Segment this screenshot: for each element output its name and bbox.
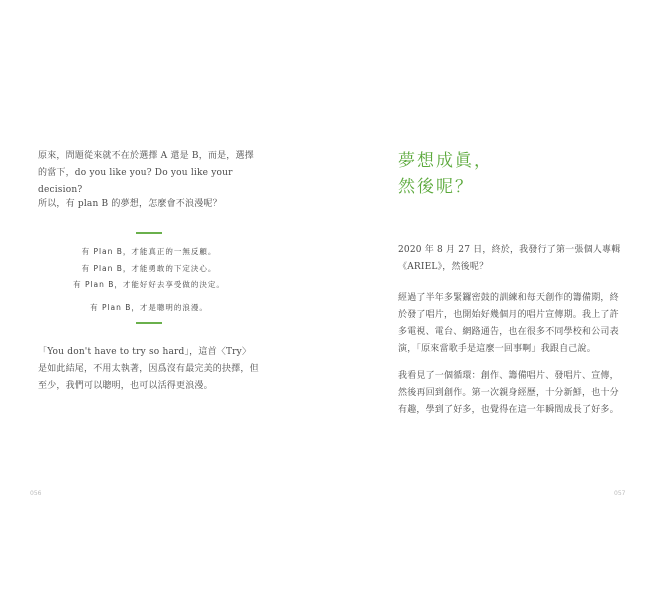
right-page-number: 057 — [614, 490, 626, 497]
chapter-title-line-2: 然後呢？ — [398, 177, 474, 197]
left-paragraph-2: 所以，有 plan B 的夢想，怎麼會不浪漫呢？ — [38, 199, 222, 209]
quote-bottom-rule — [136, 322, 162, 324]
chapter-title-line-1: 夢想成眞， — [398, 151, 493, 171]
quote-line-2: 有 Plan B，才能勇敢的下定決心。 — [81, 264, 217, 273]
quote-line-3: 有 Plan B，才能好好去享受做的決定。 — [73, 280, 225, 289]
right-page — [328, 0, 655, 609]
quote-top-rule — [136, 232, 162, 234]
right-paragraph-1: 2020 年 8 月 27 日，終於，我發行了第一張個人專輯《ARIEL》，然後呢？ — [398, 245, 621, 272]
left-paragraph-1: 原來，問題從來就不在於選擇 A 還是 B，而是，選擇的當下，do you like you? Do you like your decision? — [38, 151, 254, 195]
quote-line-4: 有 Plan B，才是聰明的浪漫。 — [90, 303, 208, 312]
right-paragraph-3: 我看見了一個循環：創作、籌備唱片、發唱片、宣傳，然後再回到創作。第一次親身經歷，十分新鮮，也十分有趣，學到了好多，也覺得在這一年瞬間成長了好多。 — [398, 371, 619, 415]
right-paragraph-2: 經過了半年多緊鑼密鼓的訓練和每天創作的籌備期，終於發了唱片，也開始好幾個月的唱片宣傳期。我上了許多電視、電台、網路通告，也在很多不同學校和公司表演，「原來當歌手是這麼一回事啊」我跟自己說。 — [398, 293, 619, 354]
quote-line-1: 有 Plan B，才能真正的一無反顧。 — [81, 247, 217, 256]
left-page-number: 056 — [30, 490, 42, 497]
left-page — [0, 0, 327, 609]
left-paragraph-3: 「You don't have to try so hard」，這首〈Try〉是如此結尾，不用太執著，因爲沒有最完美的抉擇，但至少，我們可以聰明，也可以活得更浪漫。 — [38, 347, 259, 391]
